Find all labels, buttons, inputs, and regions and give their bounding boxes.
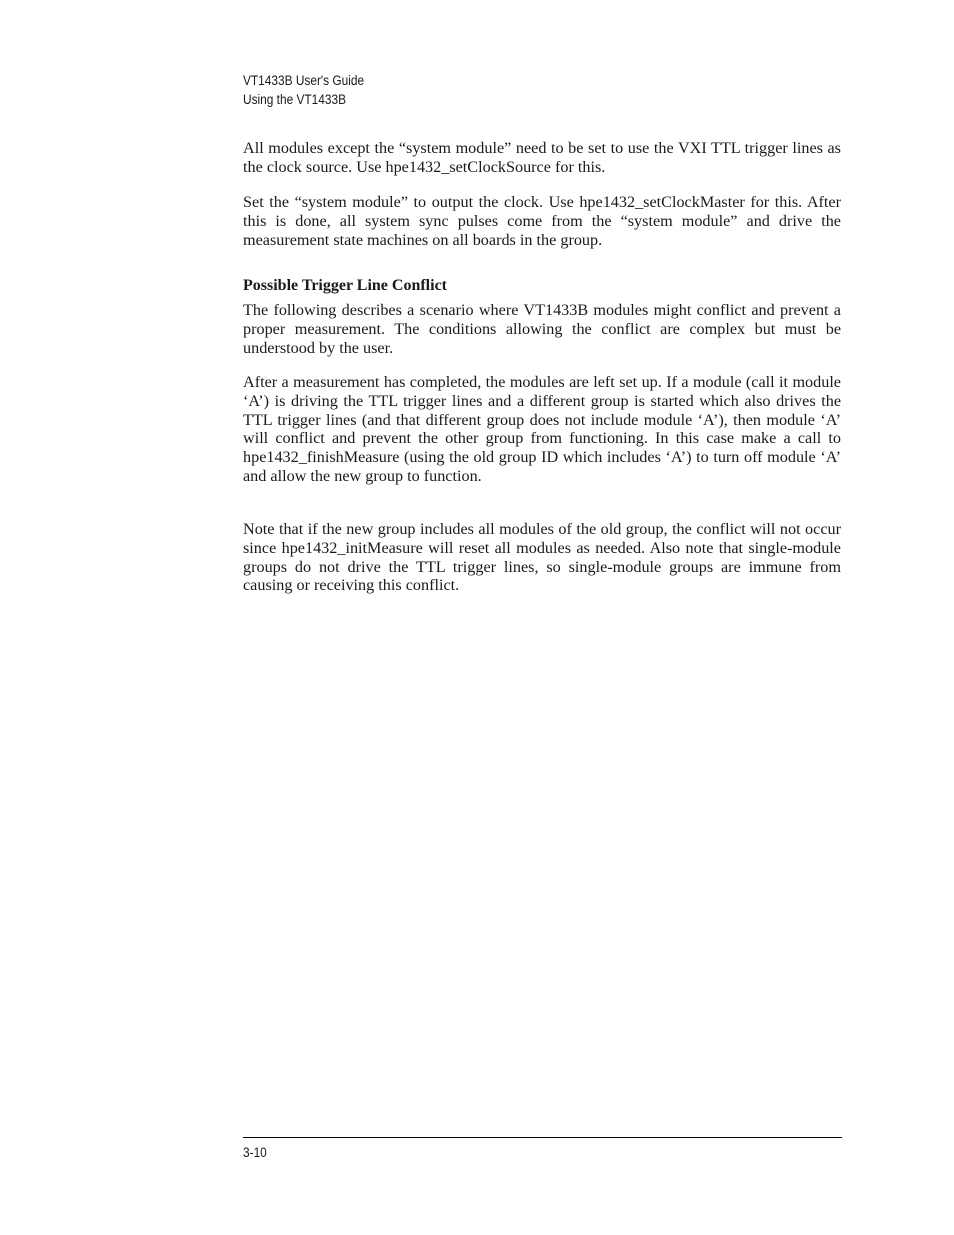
footer-rule xyxy=(243,1137,842,1138)
paragraph-scenario: The following describes a scenario where VT1433B modules might conflict and prevent a proper measurement. The conditions allowing the conflict are complex but must be understood by the user. xyxy=(243,301,841,357)
chapter-title: Using the VT1433B xyxy=(243,92,347,107)
paragraph-clock-source: All modules except the “system module” need to be set to use the VXI TTL trigger lines as the clock source. Use hpe1432_setClockSource for this. xyxy=(243,139,841,176)
running-header xyxy=(243,71,364,109)
page-number: 3-10 xyxy=(243,1145,267,1160)
paragraph-conflict-description: After a measurement has completed, the modules are left set up. If a module (call it module ‘A’) is driving the TTL trigger lines and a different group is started which also drives the TTL trigger lines (and that different group does not include module ‘A’), then module ‘A’ will conflict and prevent the other group from functioning. In this case make a call to hpe1432_finishMeasure (using the old group ID which includes ‘A’) to turn off module ‘A’ and allow the new group to function. xyxy=(243,373,841,485)
paragraph-clock-master: Set the “system module” to output the clock. Use hpe1432_setClockMaster for this. After this is done, all system sync pulses come from the “system module” and drive the measurement state machines on all boards in the group. xyxy=(243,193,841,249)
document-title: VT1433B User's Guide xyxy=(243,73,365,88)
paragraph-conflict-note: Note that if the new group includes all modules of the old group, the conflict will not occur since hpe1432_initMeasure will reset all modules as needed. Also note that single-module groups do not drive the TTL trigger lines, so single-module groups are immune from causing or receiving this conflict. xyxy=(243,520,841,595)
section-heading: Possible Trigger Line Conflict xyxy=(243,277,447,294)
